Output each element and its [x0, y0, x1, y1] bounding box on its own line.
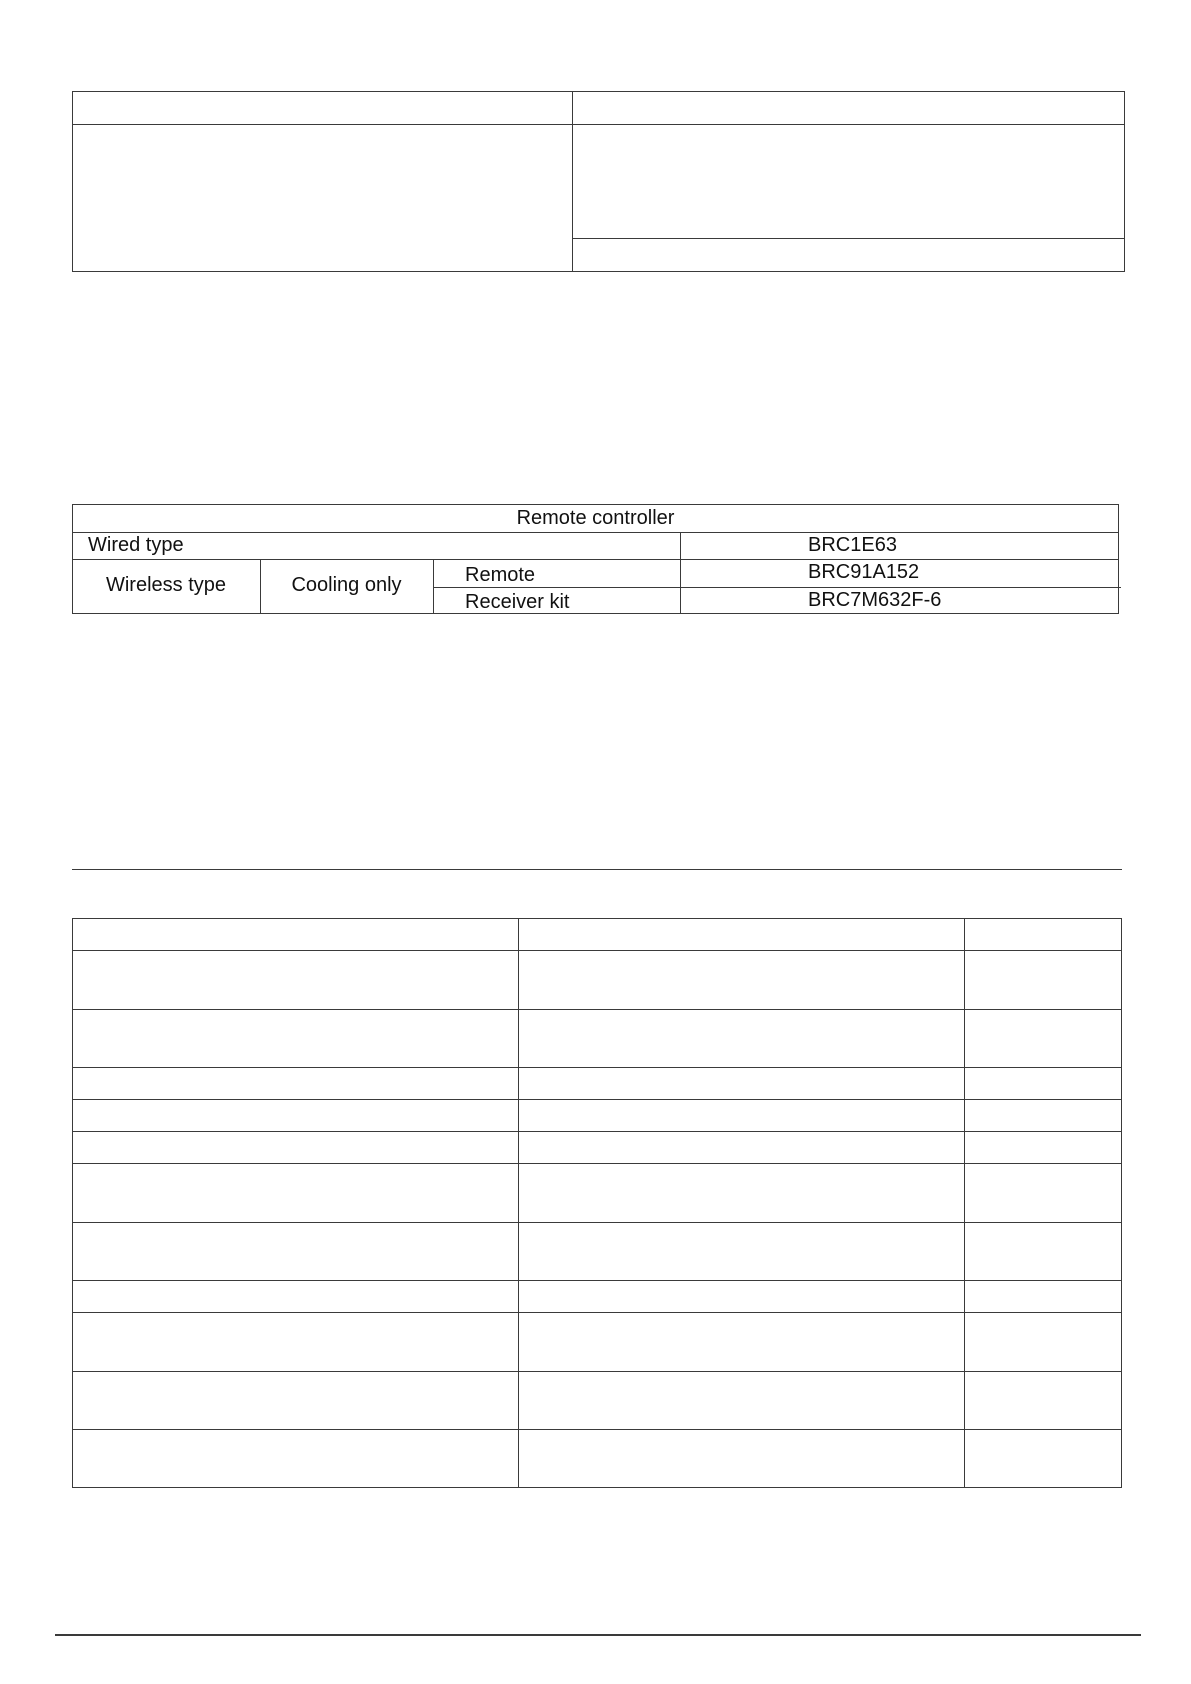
rc-header-title: Remote controller	[516, 507, 675, 529]
rc-wired-row-divider	[72, 559, 1119, 560]
top-table-header-divider	[72, 124, 1125, 125]
top-table-right-row-divider	[572, 238, 1125, 239]
bottom-table-row-divider	[72, 1312, 1122, 1313]
bottom-table-row-divider	[72, 1009, 1122, 1010]
bottom-table-row-divider	[72, 1099, 1122, 1100]
rc-remote-label: Remote	[465, 564, 536, 586]
bottom-table-row-divider	[72, 1429, 1122, 1430]
bottom-table-row-divider	[72, 1131, 1122, 1132]
rc-wireless-type-label: Wireless type	[105, 574, 227, 596]
bottom-table-row-divider	[72, 1280, 1122, 1281]
top-table-column-divider	[572, 91, 573, 272]
bottom-table-row-divider	[72, 950, 1122, 951]
rc-model-column-divider	[680, 532, 681, 614]
rc-receiver-kit-model: BRC7M632F-6	[808, 589, 942, 611]
rc-cooling-only-label: Cooling only	[291, 574, 402, 596]
rc-remote-receiver-divider	[433, 587, 1121, 588]
bottom-table-row-divider	[72, 1067, 1122, 1068]
rc-remote-model: BRC91A152	[808, 561, 920, 583]
bottom-table-row-divider	[72, 1371, 1122, 1372]
bottom-table-column-divider-2	[964, 918, 965, 1488]
rc-mode-item-divider	[433, 559, 434, 614]
top-table	[72, 91, 1125, 272]
rc-header-divider	[72, 532, 1119, 533]
footer-rule	[55, 1634, 1141, 1636]
section-divider-rule	[72, 869, 1122, 870]
bottom-table-row-divider	[72, 1163, 1122, 1164]
rc-wired-type-label: Wired type	[88, 534, 184, 556]
bottom-table-row-divider	[72, 1222, 1122, 1223]
bottom-table-column-divider-1	[518, 918, 519, 1488]
rc-wired-type-model: BRC1E63	[808, 534, 897, 556]
rc-receiver-kit-label: Receiver kit	[465, 591, 570, 613]
